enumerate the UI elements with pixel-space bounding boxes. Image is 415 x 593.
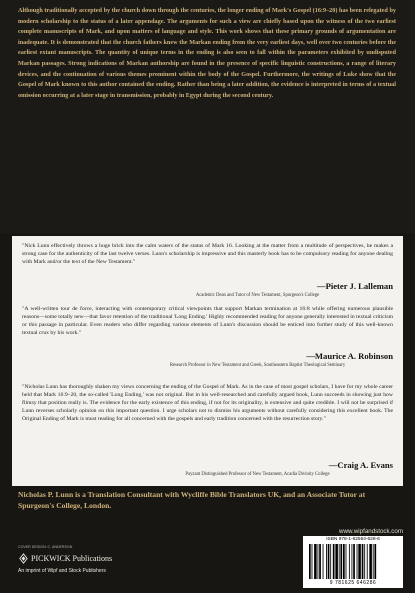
barcode-bar bbox=[362, 544, 364, 579]
barcode-bar bbox=[343, 544, 345, 579]
barcode-bar bbox=[369, 544, 372, 579]
barcode-bar bbox=[340, 544, 342, 579]
barcode-bar bbox=[352, 544, 353, 579]
barcode-bar bbox=[358, 544, 361, 579]
barcode bbox=[303, 536, 403, 588]
book-description: Although traditionally accepted by the church down through the centuries, the longer ending of Mark's Gospel (16:9–20) has been relegated by modern scholarship to the status of a later appendage. The arguments for such a view are chiefly based upon the witness of the two earliest complete manuscripts of Mark, and upon matters of language and style. This work shows that these primary grounds of argumentation are inadequate. It is demonstrated that the church fathers knew the Markan ending from the very earliest days, well over two centuries before the earliest extant manuscripts. The quantity of unique terms in the ending is also seen to fall within the parameters exhibited by undisputed Markan passages. Strong indications of Markan authorship are found in the presence of specific linguistic constructions, a range of literary devices, and the continuation of various themes prominent within the body of the Gospel. Furthermore, the writings of Luke show that the Gospel of Mark known to this author contained the ending. Rather than being a later addition, the evidence is interpreted in terms of a textual omission occurring at a later stage in transmission, probably in Egypt during the second century. bbox=[18, 7, 396, 99]
endorsement-quote: "Nick Lunn effectively throws a huge brick into the calm waters of the status of Mark 16. Looking at the matter from a multitude of perspectives, he makes a strong case for the authenticity of the last twelve verses. Lunn's scholarship is impressive and this masterly book has to be compulsory reading for anyone dealing with Mark and/or the text of the New Testament." bbox=[22, 243, 393, 265]
endorser-affiliation: Payzant Distinguished Professor of New Testament, Acadia Divinity College bbox=[185, 472, 330, 477]
publisher-brand bbox=[18, 553, 112, 564]
blurb-area bbox=[0, 0, 415, 233]
endorsement-quote: "A well-written tour de force, interacting with contemporary critical viewpoints that support Markan termination at 16:8 while offering numerous plausible reasons—some totally new—that favor retention of the traditional 'Long Ending.' Highly recommended reading for anyone generally interested in textual criticism or this passage in particular. Even readers who differ regarding various elements of Lunn's discussion should be enticed into further study of this well-known textual crux by his work." bbox=[22, 306, 393, 336]
barcode-bar bbox=[323, 544, 324, 579]
barcode-bar bbox=[333, 544, 335, 579]
barcode-bar bbox=[339, 544, 340, 579]
barcode-bar bbox=[373, 544, 374, 579]
barcode-bar bbox=[314, 544, 317, 579]
barcode-bar bbox=[357, 544, 358, 579]
cover-design-credit: COVER DESIGN: C. ANDERSON bbox=[18, 545, 73, 549]
barcode-bar bbox=[346, 544, 347, 579]
barcode-bar bbox=[318, 544, 319, 579]
publisher-name: PICKWICK Publications bbox=[31, 554, 113, 563]
barcode-bar bbox=[330, 544, 331, 579]
barcode-number: 9 781625 646286 bbox=[329, 580, 377, 586]
publisher-logo-icon bbox=[18, 553, 29, 564]
barcode-bars bbox=[309, 544, 397, 579]
endorsement-quote: "Nicholas Lunn has thoroughly shaken my views concerning the ending of the Gospel of Mark. As in the case of most gospel scholars, I have for my whole career held that Mark 16:9–20, the so-called 'Long Ending,' was not original. But in his well-researched and carefully argued book, Lunn succeeds in showing just how flimsy that position really is. The evidence for the early existence of this ending, if not for its originality, is extensive and quite credible. I will not be surprised if Lunn reverses scholarly opinion on this important question. I urge scholars not to dismiss his arguments without carefully considering this excellent book. The Original Ending of Mark is must reading for all concerned with the gospels and early tradition concerned with the resurrection story." bbox=[22, 384, 393, 422]
barcode-bar bbox=[367, 544, 368, 579]
endorsements-panel bbox=[12, 236, 403, 486]
barcode-bar bbox=[374, 544, 376, 579]
endorser-affiliation: Academic Dean and Tutor of New Testament, Spurgeon's College bbox=[195, 293, 320, 298]
barcode-bar bbox=[349, 544, 350, 579]
barcode-bar bbox=[319, 544, 321, 579]
isbn-label: ISBN 978-1-62564-628-6 bbox=[326, 537, 380, 542]
publisher-website[interactable]: www.wipfandstock.com bbox=[339, 528, 403, 535]
barcode-bar bbox=[364, 544, 365, 579]
barcode-bar bbox=[326, 544, 327, 579]
endorser-name: —Maurice A. Robinson bbox=[306, 351, 393, 361]
barcode-bar bbox=[335, 544, 338, 579]
author-bio: Nicholas P. Lunn is a Translation Consultant with Wycliffe Bible Translators UK, and an Associate Tutor at Spurgeon's College, London. bbox=[18, 490, 366, 510]
barcode-bar bbox=[312, 544, 313, 579]
barcode-bar bbox=[353, 544, 355, 579]
endorser-name: —Craig A. Evans bbox=[328, 460, 393, 470]
imprint-line: An imprint of Wipf and Stock Publishers bbox=[18, 568, 106, 574]
endorser-affiliation: Research Professor in New Testament and Greek, Southeastern Baptist Theological Seminary bbox=[169, 363, 346, 368]
barcode-bar bbox=[328, 544, 330, 579]
barcode-bar bbox=[309, 544, 311, 579]
endorser-name: —Pieter J. Lalleman bbox=[317, 281, 393, 291]
